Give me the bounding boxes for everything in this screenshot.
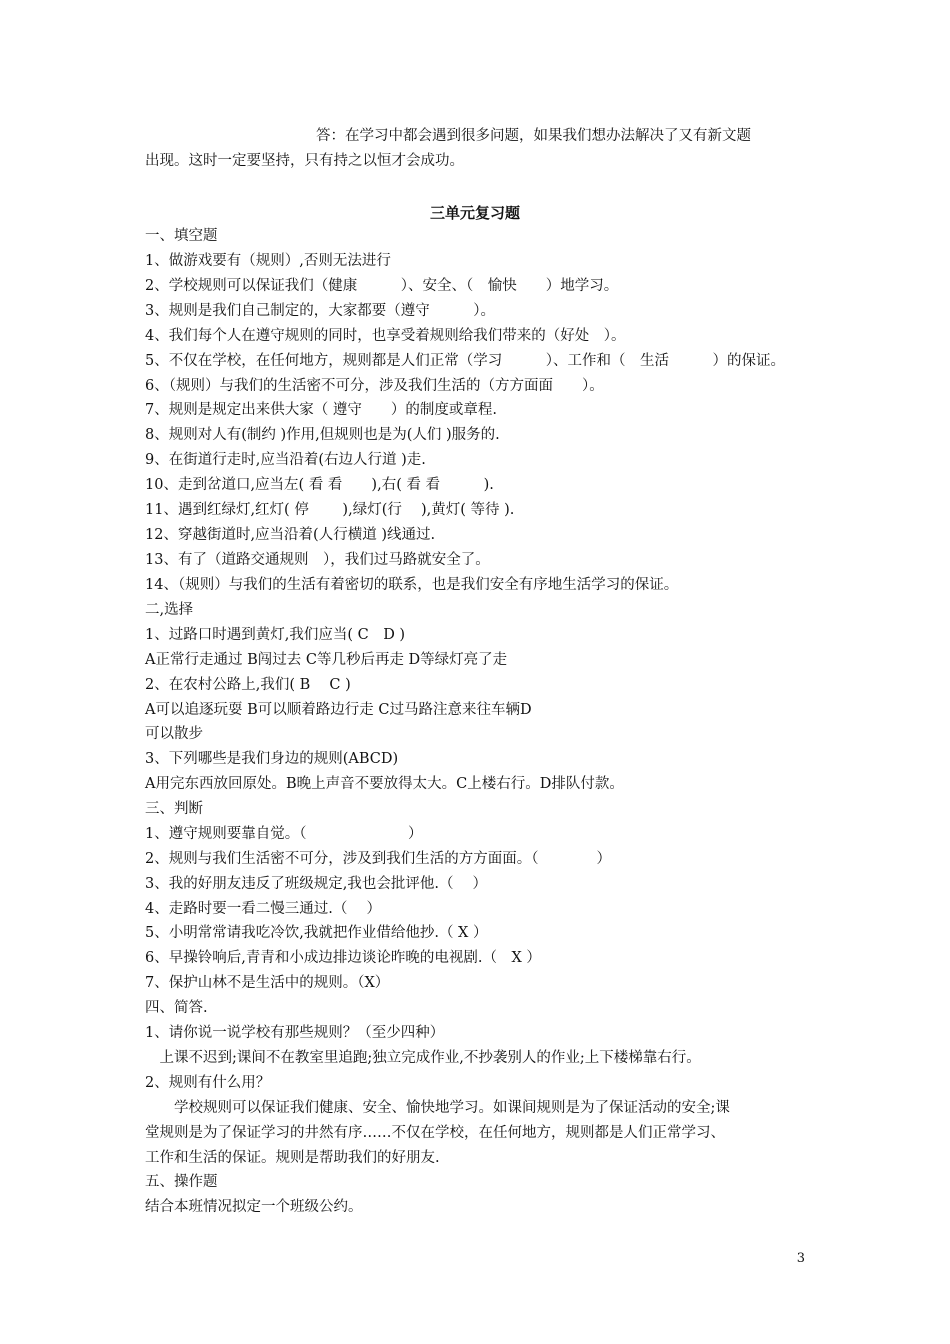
intro-answer-line2: 出现。这时一定要坚持，只有持之以恒才会成功。	[145, 153, 464, 169]
page-number: 3	[796, 1251, 805, 1266]
judge-item: 6、早操铃响后,青青和小成边排边谈论昨晚的电视剧.（ X ）	[145, 950, 541, 966]
fill-item: 10、走到岔道口,应当左( 看 看 ),右( 看 看 ).	[145, 477, 494, 493]
fill-item: 5、不仅在学校，在任何地方，规则都是人们正常（学习 ）、工作和（ 生活 ）的保证。	[145, 353, 785, 369]
judge-item: 2、规则与我们生活密不可分，涉及到我们生活的方方面面。（ ）	[145, 851, 611, 867]
choice-line: A可以追逐玩耍 B可以顺着路边行走 C过马路注意来往车辆D	[145, 702, 532, 718]
fill-item: 9、在街道行走时,应当沿着(右边人行道 )走.	[145, 452, 426, 468]
judge-item: 4、走路时要一看二慢三通过.（ ）	[145, 901, 381, 917]
choice-heading: 二,选择	[145, 602, 194, 618]
intro-answer-line1: 答：在学习中都会遇到很多问题，如果我们想办法解决了又有新文题	[316, 128, 751, 144]
choice-line: A正常行走通过 B闯过去 C等几秒后再走 D等绿灯亮了走	[145, 652, 508, 668]
judge-item: 1、遵守规则要靠自觉。（ ）	[145, 826, 423, 842]
short-answer: 学校规则可以保证我们健康、安全、愉快地学习。如课间规则是为了保证活动的安全;课	[145, 1100, 730, 1116]
short-answer: 工作和生活的保证。规则是帮助我们的好朋友.	[145, 1150, 440, 1166]
choice-line: 2、在农村公路上,我们( B C )	[145, 677, 351, 693]
operate-text: 结合本班情况拟定一个班级公约。	[145, 1199, 363, 1215]
short-heading: 四、简答.	[145, 1000, 208, 1016]
fill-item: 11、遇到红绿灯,红灯( 停 ),绿灯(行 ),黄灯( 等待 ).	[145, 502, 515, 518]
fill-item: 12、穿越街道时,应当沿着(人行横道 )线通过.	[145, 527, 436, 543]
short-answer: 上课不迟到;课间不在教室里追跑;独立完成作业,不抄袭别人的作业;上下楼梯靠右行。	[145, 1050, 701, 1066]
short-answer: 堂规则是为了保证学习的井然有序……不仅在学校，在任何地方，规则都是人们正常学习、	[145, 1125, 725, 1141]
judge-item: 5、小明常常请我吃冷饮,我就把作业借给他抄.（ X ）	[145, 925, 488, 941]
short-question: 1、请你说一说学校有那些规则？（至少四种）	[145, 1025, 445, 1041]
fill-item: 2、学校规则可以保证我们（健康 ）、安全、（ 愉快 ）地学习。	[145, 278, 619, 294]
fill-item: 6、（规则）与我们的生活密不可分，涉及我们生活的（方方面面 ）。	[145, 378, 604, 394]
judge-item: 3、我的好朋友违反了班级规定,我也会批评他.（ ）	[145, 876, 488, 892]
document-title: 三单元复习题	[429, 204, 520, 222]
fill-heading: 一、填空题	[145, 228, 218, 244]
fill-item: 8、规则对人有(制约 )作用,但规则也是为(人们 )服务的.	[145, 427, 500, 443]
choice-line: 3、下列哪些是我们身边的规则(ABCD)	[145, 751, 399, 767]
fill-item: 7、规则是规定出来供大家（ 遵守 ）的制度或章程.	[145, 402, 497, 418]
fill-item: 3、规则是我们自己制定的，大家都要（遵守 ）。	[145, 303, 495, 319]
fill-item: 4、我们每个人在遵守规则的同时，也享受着规则给我们带来的（好处 ）。	[145, 328, 626, 344]
operate-heading: 五、操作题	[145, 1174, 218, 1190]
judge-item: 7、保护山林不是生活中的规则。（X）	[145, 975, 390, 991]
judge-heading: 三、判断	[145, 801, 203, 817]
short-question: 2、规则有什么用？	[145, 1075, 271, 1091]
fill-item: 1、做游戏要有（规则）,否则无法进行	[145, 253, 391, 269]
choice-line: 可以散步	[145, 726, 203, 742]
choice-line: A用完东西放回原处。B晚上声音不要放得太大。C上楼右行。D排队付款。	[145, 776, 624, 792]
fill-item: 14、（规则）与我们的生活有着密切的联系，也是我们安全有序地生活学习的保证。	[145, 577, 679, 593]
fill-item: 13、有了（道路交通规则 ），我们过马路就安全了。	[145, 552, 490, 568]
choice-line: 1、过路口时遇到黄灯,我们应当( C D )	[145, 627, 406, 643]
